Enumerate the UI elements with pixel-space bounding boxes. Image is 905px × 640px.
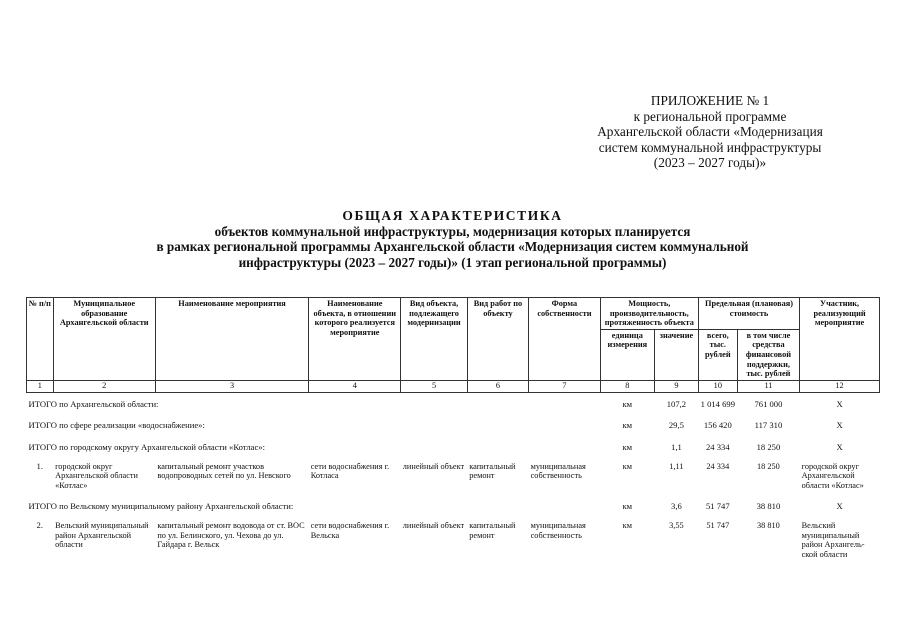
item-total: 24 334: [706, 461, 730, 471]
item-object-type: линейный объект: [402, 520, 465, 530]
title-main: ОБЩАЯ ХАРАКТЕРИСТИКА: [342, 208, 563, 223]
item-ownership: муниципальная собственность: [530, 461, 586, 481]
header-incl: в том числе средства финансовой поддержки, тыс. рублей: [737, 329, 799, 380]
item-num: 1.: [36, 461, 43, 471]
appendix-line: к региональной программе: [633, 108, 787, 124]
column-number: 4: [309, 380, 401, 392]
total-row-velsk: [27, 495, 880, 517]
item-municipality: Вельский муниципальный район Архангельской области: [55, 520, 149, 550]
column-number: 6: [467, 380, 528, 392]
item-unit: км: [622, 520, 632, 530]
total-value: 3,6: [671, 501, 682, 512]
total-label: ИТОГО по сфере реализации «водоснабжение»:: [28, 420, 205, 431]
total-row-water: [27, 414, 880, 436]
total-unit: км: [622, 501, 633, 512]
item-participant: Вельский муниципальный район Архангель-ской области: [801, 520, 865, 559]
appendix-line: Архангельской области «Модернизация: [597, 124, 823, 140]
column-number: 10: [698, 380, 737, 392]
total-participant: Х: [836, 398, 843, 409]
column-number: 5: [401, 380, 467, 392]
header-num: № п/п: [27, 298, 54, 381]
table-row: [27, 517, 880, 564]
table-row: [27, 458, 880, 496]
total-incl: 761 000: [754, 398, 783, 409]
total-cost: 1 014 699: [700, 398, 735, 409]
item-object-name: сети водоснабжения г. Котласа: [310, 461, 390, 481]
total-incl: 38 810: [756, 501, 781, 512]
header-row: [27, 298, 880, 330]
item-ownership: муниципальная собственность: [530, 520, 586, 540]
header-participant: Участник, реализующий мероприятие: [800, 298, 880, 381]
item-value: 3,55: [669, 520, 684, 530]
total-value: 29,5: [668, 420, 684, 431]
document-title: [0, 208, 905, 270]
header-total: всего, тыс. рублей: [698, 329, 737, 380]
item-work-type: капитальный ремонт: [469, 461, 516, 481]
item-event: капитальный ремонт водовода от ст. ВОС по ул. Белинского, ул. Чехова до ул. Гайдара г. Вельск: [157, 520, 305, 550]
total-row-region: [27, 392, 880, 414]
header-capacity: Мощность, производительность, протяженность объекта: [600, 298, 698, 330]
appendix-line: систем коммунальной инфраструктуры: [598, 139, 822, 155]
column-number: 2: [53, 380, 155, 392]
column-number: 8: [600, 380, 654, 392]
item-work-type: капитальный ремонт: [469, 520, 516, 540]
column-number: 11: [737, 380, 799, 392]
title-line: инфраструктуры (2023 – 2027 годы)» (1 этап региональной программы): [238, 254, 667, 270]
item-event: капитальный ремонт участков водопроводных сетей по ул. Невского: [157, 461, 291, 481]
header-object-type: Вид объекта, подлежащего модернизации: [401, 298, 467, 381]
total-unit: км: [622, 441, 633, 452]
item-participant: городской округ Архангельской области «Котлас»: [801, 461, 864, 490]
column-number: 12: [800, 380, 880, 392]
header-ownership: Форма собственности: [529, 298, 601, 381]
appendix-header: [560, 93, 860, 171]
item-incl: 18 250: [757, 461, 780, 471]
header-municipality: Муниципальное образование Архангельской области: [53, 298, 155, 381]
item-incl: 38 810: [757, 520, 780, 530]
header-value: значение: [654, 329, 698, 380]
header-cost: Предельная (плановая) стоимость: [698, 298, 799, 330]
column-number-row: [27, 380, 880, 392]
total-unit: км: [622, 420, 633, 431]
infrastructure-table: [26, 297, 880, 564]
title-line: в рамках региональной программы Архангельской области «Модернизация систем коммунальной: [156, 239, 749, 254]
total-cost: 51 747: [706, 501, 730, 512]
item-value: 1,11: [669, 461, 684, 471]
total-value: 107,2: [666, 398, 687, 409]
total-cost: 24 334: [706, 441, 730, 452]
total-cost: 156 420: [703, 420, 732, 431]
total-row-kotlas: [27, 436, 880, 458]
item-object-type: линейный объект: [402, 461, 465, 471]
item-municipality: городской округ Архангельской области «Котлас»: [55, 461, 138, 490]
total-label: ИТОГО по городскому округу Архангельской области «Котлас»:: [28, 441, 265, 452]
column-number: 3: [155, 380, 308, 392]
total-label: ИТОГО по Вельскому муниципальному району Архангельской области:: [28, 501, 294, 512]
title-line: объектов коммунальной инфраструктуры, модернизация которых планируется: [214, 223, 691, 239]
total-participant: Х: [836, 501, 843, 512]
item-total: 51 747: [706, 520, 730, 530]
total-incl: 117 310: [754, 420, 783, 431]
item-unit: км: [622, 461, 632, 471]
header-event: Наименование мероприятия: [155, 298, 308, 381]
total-incl: 18 250: [756, 441, 781, 452]
total-label: ИТОГО по Архангельской области:: [28, 398, 159, 409]
column-number: 1: [27, 380, 54, 392]
total-participant: Х: [836, 420, 843, 431]
column-number: 7: [529, 380, 601, 392]
item-num: 2.: [36, 520, 43, 530]
appendix-line: (2023 – 2027 годы)»: [653, 155, 767, 171]
header-unit: единица измерения: [600, 329, 654, 380]
total-value: 1,1: [671, 441, 682, 452]
header-object-name: Наименование объекта, в отношении которого реализуется мероприятие: [309, 298, 401, 381]
item-object-name: сети водоснабжения г. Вельска: [310, 520, 390, 540]
column-number: 9: [654, 380, 698, 392]
total-participant: Х: [836, 441, 843, 452]
total-unit: км: [622, 398, 633, 409]
appendix-line: ПРИЛОЖЕНИЕ № 1: [650, 93, 770, 108]
header-work-type: Вид работ по объекту: [467, 298, 528, 381]
